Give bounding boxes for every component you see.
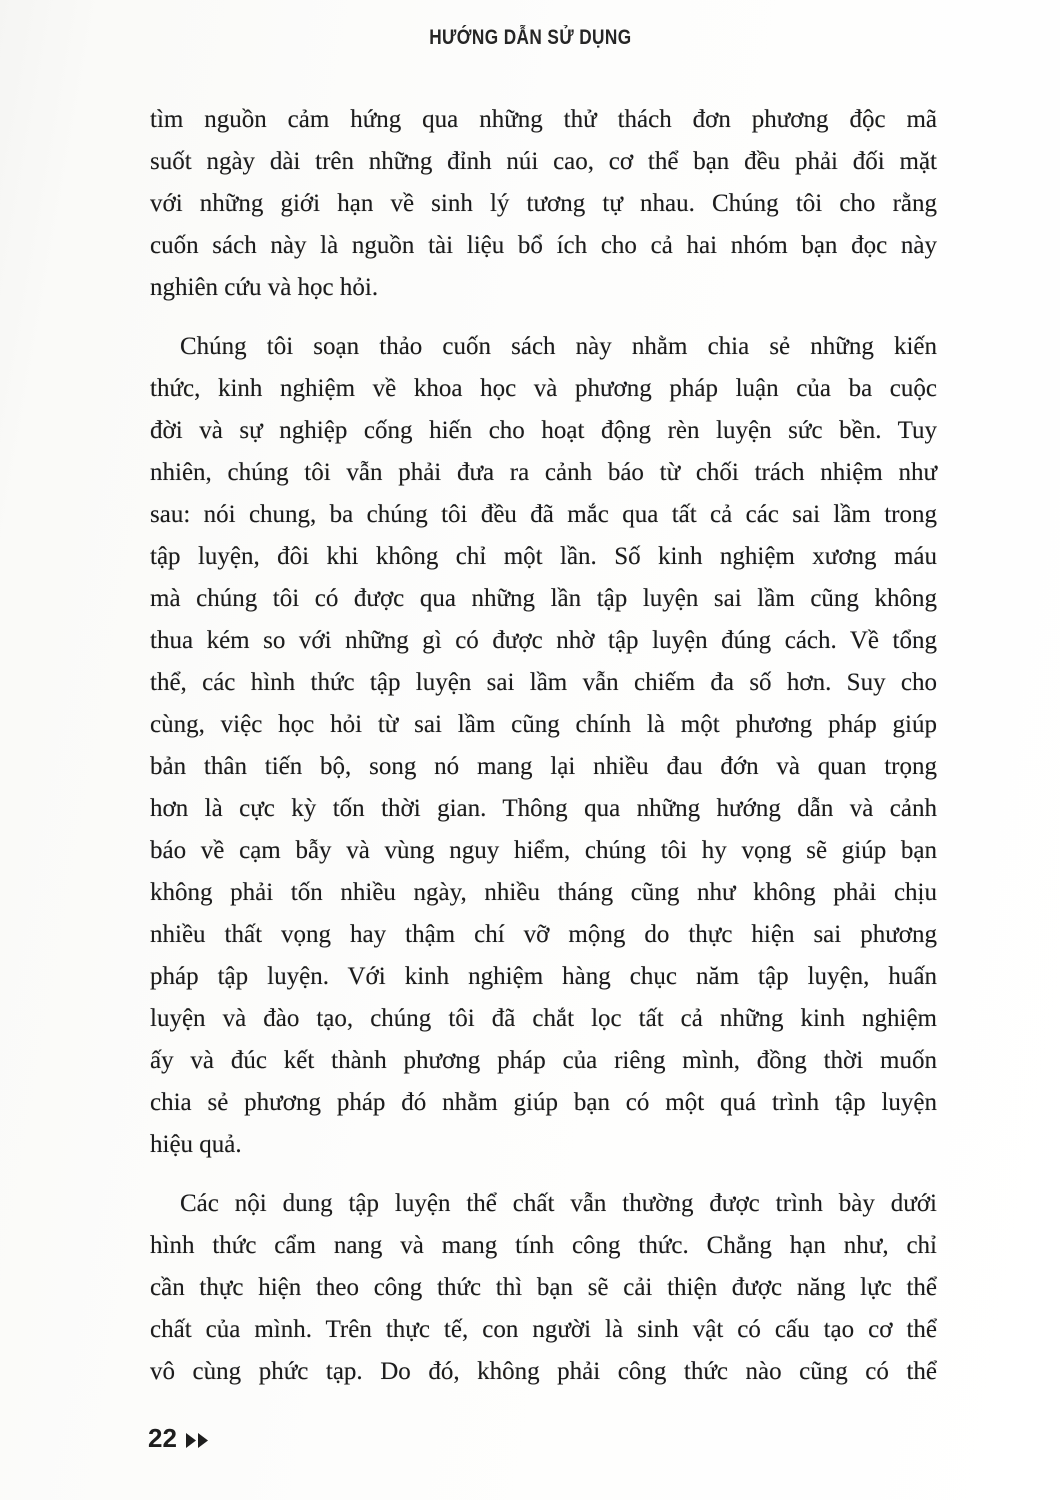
text-line: chất của mình. Trên thực tế, con người là sinh vật có cấu tạo cơ thể: [150, 1316, 937, 1343]
text-line: không phải tốn nhiều ngày, nhiều tháng cũng như không phải chịu: [150, 879, 937, 906]
text-line: nghiên cứu và học hỏi.: [150, 274, 379, 301]
text-line: luyện và đào tạo, chúng tôi đã chắt lọc tất cả những kinh nghiệm: [150, 1005, 937, 1032]
text-line: Các nội dung tập luyện thể chất vẫn thường được trình bày dưới: [180, 1190, 937, 1217]
text-line: suốt ngày dài trên những đỉnh núi cao, cơ thể bạn đều phải đối mặt: [150, 148, 937, 175]
paragraph: [150, 99, 937, 309]
text-line: bản thân tiến bộ, song nó mang lại nhiều đau đớn và quan trọng: [150, 753, 937, 780]
text-line: nhiên, chúng tôi vẫn phải đưa ra cảnh báo từ chối trách nhiệm như: [150, 459, 937, 486]
text-line: vô cùng phức tạp. Do đó, không phải công thức nào cũng có thể: [150, 1358, 937, 1385]
page-body: [150, 99, 937, 1393]
text-line: cần thực hiện theo công thức thì bạn sẽ cải thiện được năng lực thể: [150, 1274, 937, 1301]
text-line: hiệu quả.: [150, 1131, 242, 1158]
text-line: chia sẻ phương pháp đó nhằm giúp bạn có một quá trình tập luyện: [150, 1089, 937, 1116]
text-line: đời và sự nghiệp cống hiến cho hoạt động rèn luyện sức bền. Tuy: [150, 417, 937, 444]
page-header: [0, 26, 1060, 50]
text-line: báo về cạm bẫy và vùng nguy hiểm, chúng tôi hy vọng sẽ giúp bạn: [150, 837, 937, 864]
text-line: cùng, việc học hỏi từ sai lầm cũng chính là một phương pháp giúp: [150, 711, 937, 738]
paragraph: [150, 326, 937, 1166]
page-number: 22: [148, 1422, 177, 1453]
text-line: với những giới hạn về sinh lý tương tự nhau. Chúng tôi cho rằng: [150, 190, 937, 217]
text-line: tập luyện, đôi khi không chỉ một lần. Số kinh nghiệm xương máu: [150, 543, 937, 570]
text-line: thua kém so với những gì có được nhờ tập luyện đúng cách. Về tổng: [150, 627, 937, 654]
text-line: pháp tập luyện. Với kinh nghiệm hàng chục năm tập luyện, huấn: [150, 963, 937, 990]
text-line: ấy và đúc kết thành phương pháp của riêng mình, đồng thời muốn: [150, 1047, 937, 1074]
text-line: thức, kinh nghiệm về khoa học và phương pháp luận của ba cuộc: [150, 375, 937, 402]
paragraph: [150, 1183, 937, 1393]
page-header-title: HƯỚNG DẪN SỬ DỤNG: [428, 26, 632, 49]
double-right-arrow-icon: [186, 1424, 209, 1455]
text-line: sau: nói chung, ba chúng tôi đều đã mắc qua tất cả các sai lầm trong: [150, 501, 937, 528]
text-line: tìm nguồn cảm hứng qua những thử thách đơn phương độc mã: [150, 106, 937, 133]
text-line: hơn là cực kỳ tốn thời gian. Thông qua những hướng dẫn và cảnh: [150, 795, 937, 822]
page-footer: [148, 1421, 209, 1455]
text-line: nhiều thất vọng hay thậm chí vỡ mộng do thực hiện sai phương: [150, 921, 937, 948]
text-line: mà chúng tôi có được qua những lần tập luyện sai lầm cũng không: [150, 585, 937, 612]
text-line: cuốn sách này là nguồn tài liệu bổ ích cho cả hai nhóm bạn đọc này: [150, 232, 937, 259]
text-line: Chúng tôi soạn thảo cuốn sách này nhằm chia sẻ những kiến: [180, 333, 937, 360]
text-line: thể, các hình thức tập luyện sai lầm vẫn chiếm đa số hơn. Suy cho: [150, 669, 937, 696]
text-line: hình thức cẩm nang và mang tính công thức. Chẳng hạn như, chỉ: [150, 1232, 937, 1259]
